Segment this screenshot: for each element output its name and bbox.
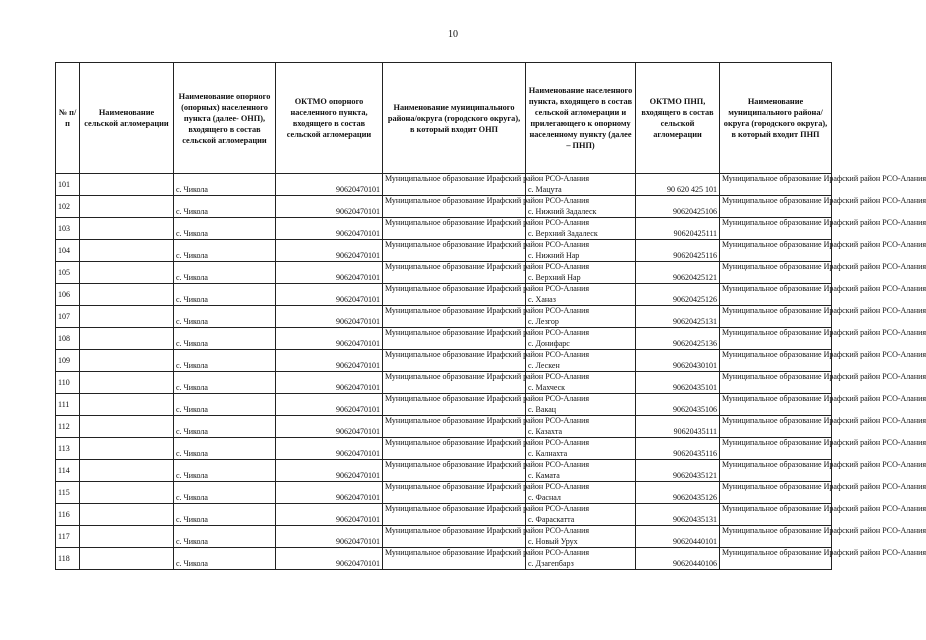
pnp-municipality-cell: Муниципальное образование Ирафский район РСО-Алания [720, 548, 832, 570]
pnp-oktmo-cell: 90620435131 [636, 504, 720, 526]
agglomeration-cell [80, 482, 174, 504]
row-number: 117 [56, 526, 80, 548]
onp-name-cell: с. Чикола [174, 526, 276, 548]
pnp-name-cell: с. Лезгор [526, 306, 636, 328]
pnp-name-cell: с. Фараскатта [526, 504, 636, 526]
row-number: 108 [56, 328, 80, 350]
row-number: 111 [56, 394, 80, 416]
row-number: 106 [56, 284, 80, 306]
onp-oktmo-cell: 90620470101 [276, 460, 383, 482]
table-row [56, 284, 832, 306]
pnp-oktmo-cell: 90620435101 [636, 372, 720, 394]
onp-municipality-cell: Муниципальное образование Ирафский район РСО-Алания [383, 174, 526, 196]
pnp-name-cell: с. Вакац [526, 394, 636, 416]
onp-name-cell: с. Чикола [174, 372, 276, 394]
onp-municipality-cell: Муниципальное образование Ирафский район РСО-Алания [383, 262, 526, 284]
pnp-name-cell: с. Калнахта [526, 438, 636, 460]
pnp-oktmo-cell: 90620435121 [636, 460, 720, 482]
onp-name-cell: с. Чикола [174, 284, 276, 306]
pnp-oktmo-cell: 90620425136 [636, 328, 720, 350]
agglomeration-cell [80, 196, 174, 218]
onp-oktmo-cell: 90620470101 [276, 284, 383, 306]
pnp-name-cell: с. Фаснал [526, 482, 636, 504]
pnp-municipality-cell: Муниципальное образование Ирафский район РСО-Алания [720, 284, 832, 306]
table-row [56, 196, 832, 218]
onp-municipality-cell: Муниципальное образование Ирафский район РСО-Алания [383, 328, 526, 350]
pnp-municipality-cell: Муниципальное образование Ирафский район РСО-Алания [720, 174, 832, 196]
agglomeration-cell [80, 218, 174, 240]
pnp-municipality-cell: Муниципальное образование Ирафский район РСО-Алания [720, 504, 832, 526]
onp-municipality-cell: Муниципальное образование Ирафский район РСО-Алания [383, 218, 526, 240]
table-row [56, 218, 832, 240]
header-pnp-oktmo: ОКТМО ПНП, входящего в состав сельской агломерации [636, 63, 720, 174]
table-row [56, 262, 832, 284]
row-number: 112 [56, 416, 80, 438]
pnp-municipality-cell: Муниципальное образование Ирафский район РСО-Алания [720, 262, 832, 284]
onp-oktmo-cell: 90620470101 [276, 240, 383, 262]
row-number: 103 [56, 218, 80, 240]
onp-oktmo-cell: 90620470101 [276, 372, 383, 394]
pnp-name-cell: с. Лескен [526, 350, 636, 372]
pnp-name-cell: с. Донифарс [526, 328, 636, 350]
pnp-name-cell: с. Верхний Задалеск [526, 218, 636, 240]
agglomeration-cell [80, 548, 174, 570]
onp-municipality-cell: Муниципальное образование Ирафский район РСО-Алания [383, 284, 526, 306]
onp-municipality-cell: Муниципальное образование Ирафский район РСО-Алания [383, 350, 526, 372]
onp-municipality-cell: Муниципальное образование Ирафский район РСО-Алания [383, 438, 526, 460]
onp-name-cell: с. Чикола [174, 174, 276, 196]
onp-name-cell: с. Чикола [174, 416, 276, 438]
table-row [56, 504, 832, 526]
pnp-name-cell: с. Верхний Нар [526, 262, 636, 284]
onp-municipality-cell: Муниципальное образование Ирафский район РСО-Алания [383, 504, 526, 526]
pnp-oktmo-cell: 90620435126 [636, 482, 720, 504]
onp-name-cell: с. Чикола [174, 218, 276, 240]
pnp-oktmo-cell: 90620435106 [636, 394, 720, 416]
onp-name-cell: с. Чикола [174, 460, 276, 482]
row-number: 107 [56, 306, 80, 328]
onp-oktmo-cell: 90620470101 [276, 438, 383, 460]
onp-oktmo-cell: 90620470101 [276, 262, 383, 284]
agglomeration-cell [80, 372, 174, 394]
row-number: 113 [56, 438, 80, 460]
pnp-oktmo-cell: 90620440106 [636, 548, 720, 570]
agglomeration-cell [80, 416, 174, 438]
table-row [56, 350, 832, 372]
onp-name-cell: с. Чикола [174, 196, 276, 218]
agglomeration-cell [80, 526, 174, 548]
header-onp-name: Наименование опорного (опорных) населенного пункта (далее- ОНП), входящего в состав сельской агломерации [174, 63, 276, 174]
onp-oktmo-cell: 90620470101 [276, 526, 383, 548]
onp-oktmo-cell: 90620470101 [276, 196, 383, 218]
pnp-name-cell: с. Мацута [526, 174, 636, 196]
table-row [56, 416, 832, 438]
table-row [56, 174, 832, 196]
pnp-name-cell: с. Нижний Нар [526, 240, 636, 262]
onp-oktmo-cell: 90620470101 [276, 394, 383, 416]
onp-name-cell: с. Чикола [174, 240, 276, 262]
table-row [56, 328, 832, 350]
pnp-name-cell: с. Нижний Задалеск [526, 196, 636, 218]
onp-municipality-cell: Муниципальное образование Ирафский район РСО-Алания [383, 394, 526, 416]
header-num: № п/п [56, 63, 80, 174]
header-pnp-name: Наименование населенного пункта, входящего в состав сельской агломерации и прилегающего к опорному населенному пункту (далее – ПНП) [526, 63, 636, 174]
table-row [56, 306, 832, 328]
agglomeration-cell [80, 240, 174, 262]
pnp-oktmo-cell: 90620425116 [636, 240, 720, 262]
header-onp-oktmo: ОКТМО опорного населенного пункта, входящего в состав сельской агломерации [276, 63, 383, 174]
pnp-name-cell: с. Новый Урух [526, 526, 636, 548]
agglomeration-cell [80, 174, 174, 196]
settlements-table [55, 62, 926, 570]
pnp-oktmo-cell: 90620440101 [636, 526, 720, 548]
agglomeration-cell [80, 306, 174, 328]
pnp-municipality-cell: Муниципальное образование Ирафский район РСО-Алания [720, 482, 832, 504]
pnp-oktmo-cell: 90620425126 [636, 284, 720, 306]
pnp-name-cell: с. Махческ [526, 372, 636, 394]
header-onp-municipality: Наименование муниципального района/округа (городского округа), в который входит ОНП [383, 63, 526, 174]
pnp-oktmo-cell: 90620435111 [636, 416, 720, 438]
onp-name-cell: с. Чикола [174, 328, 276, 350]
pnp-municipality-cell: Муниципальное образование Ирафский район РСО-Алания [720, 416, 832, 438]
row-number: 109 [56, 350, 80, 372]
row-number: 114 [56, 460, 80, 482]
onp-name-cell: с. Чикола [174, 438, 276, 460]
pnp-municipality-cell: Муниципальное образование Ирафский район РСО-Алания [720, 438, 832, 460]
pnp-municipality-cell: Муниципальное образование Ирафский район РСО-Алания [720, 328, 832, 350]
table-row [56, 548, 832, 570]
onp-oktmo-cell: 90620470101 [276, 482, 383, 504]
pnp-oktmo-cell: 90620425106 [636, 196, 720, 218]
onp-municipality-cell: Муниципальное образование Ирафский район РСО-Алания [383, 306, 526, 328]
table-body [56, 174, 926, 570]
onp-oktmo-cell: 90620470101 [276, 328, 383, 350]
onp-municipality-cell: Муниципальное образование Ирафский район РСО-Алания [383, 526, 526, 548]
pnp-oktmo-cell: 90 620 425 101 [636, 174, 720, 196]
header-pnp-municipality: Наименование муниципального района/округа (городского округа), в который входит ПНП [720, 63, 832, 174]
page-number: 10 [448, 29, 458, 40]
row-number: 116 [56, 504, 80, 526]
agglomeration-cell [80, 504, 174, 526]
table-row [56, 438, 832, 460]
pnp-municipality-cell: Муниципальное образование Ирафский район РСО-Алания [720, 218, 832, 240]
table-row [56, 460, 832, 482]
onp-oktmo-cell: 90620470101 [276, 218, 383, 240]
agglomeration-cell [80, 350, 174, 372]
pnp-municipality-cell: Муниципальное образование Ирафский район РСО-Алания [720, 196, 832, 218]
table-row [56, 482, 832, 504]
pnp-oktmo-cell: 90620430101 [636, 350, 720, 372]
table-row [56, 240, 832, 262]
onp-name-cell: с. Чикола [174, 482, 276, 504]
pnp-name-cell: с. Дзагепбарз [526, 548, 636, 570]
onp-oktmo-cell: 90620470101 [276, 306, 383, 328]
onp-municipality-cell: Муниципальное образование Ирафский район РСО-Алания [383, 482, 526, 504]
row-number: 102 [56, 196, 80, 218]
pnp-municipality-cell: Муниципальное образование Ирафский район РСО-Алания [720, 306, 832, 328]
table-row [56, 372, 832, 394]
pnp-name-cell: с. Казахта [526, 416, 636, 438]
pnp-name-cell: с. Камата [526, 460, 636, 482]
pnp-name-cell: с. Ханаз [526, 284, 636, 306]
row-number: 115 [56, 482, 80, 504]
header-row [56, 63, 832, 174]
onp-oktmo-cell: 90620470101 [276, 174, 383, 196]
pnp-municipality-cell: Муниципальное образование Ирафский район РСО-Алания [720, 372, 832, 394]
onp-municipality-cell: Муниципальное образование Ирафский район РСО-Алания [383, 460, 526, 482]
onp-name-cell: с. Чикола [174, 350, 276, 372]
agglomeration-cell [80, 328, 174, 350]
pnp-oktmo-cell: 90620425111 [636, 218, 720, 240]
header-agglomeration: Наименование сельской агломерации [80, 63, 174, 174]
onp-name-cell: с. Чикола [174, 548, 276, 570]
agglomeration-cell [80, 438, 174, 460]
row-number: 101 [56, 174, 80, 196]
onp-name-cell: с. Чикола [174, 394, 276, 416]
onp-municipality-cell: Муниципальное образование Ирафский район РСО-Алания [383, 416, 526, 438]
onp-municipality-cell: Муниципальное образование Ирафский район РСО-Алания [383, 372, 526, 394]
pnp-oktmo-cell: 90620425131 [636, 306, 720, 328]
pnp-oktmo-cell: 90620425121 [636, 262, 720, 284]
onp-municipality-cell: Муниципальное образование Ирафский район РСО-Алания [383, 240, 526, 262]
row-number: 118 [56, 548, 80, 570]
row-number: 104 [56, 240, 80, 262]
pnp-municipality-cell: Муниципальное образование Ирафский район РСО-Алания [720, 460, 832, 482]
table-row [56, 394, 832, 416]
pnp-municipality-cell: Муниципальное образование Ирафский район РСО-Алания [720, 526, 832, 548]
table-row [56, 526, 832, 548]
pnp-municipality-cell: Муниципальное образование Ирафский район РСО-Алания [720, 394, 832, 416]
row-number: 105 [56, 262, 80, 284]
pnp-oktmo-cell: 90620435116 [636, 438, 720, 460]
agglomeration-cell [80, 394, 174, 416]
onp-oktmo-cell: 90620470101 [276, 350, 383, 372]
onp-municipality-cell: Муниципальное образование Ирафский район РСО-Алания [383, 548, 526, 570]
agglomeration-cell [80, 460, 174, 482]
row-number: 110 [56, 372, 80, 394]
pnp-municipality-cell: Муниципальное образование Ирафский район РСО-Алания [720, 350, 832, 372]
agglomeration-cell [80, 262, 174, 284]
onp-oktmo-cell: 90620470101 [276, 416, 383, 438]
agglomeration-cell [80, 284, 174, 306]
onp-municipality-cell: Муниципальное образование Ирафский район РСО-Алания [383, 196, 526, 218]
onp-name-cell: с. Чикола [174, 306, 276, 328]
pnp-municipality-cell: Муниципальное образование Ирафский район РСО-Алания [720, 240, 832, 262]
onp-oktmo-cell: 90620470101 [276, 504, 383, 526]
onp-name-cell: с. Чикола [174, 262, 276, 284]
onp-oktmo-cell: 90620470101 [276, 548, 383, 570]
onp-name-cell: с. Чикола [174, 504, 276, 526]
